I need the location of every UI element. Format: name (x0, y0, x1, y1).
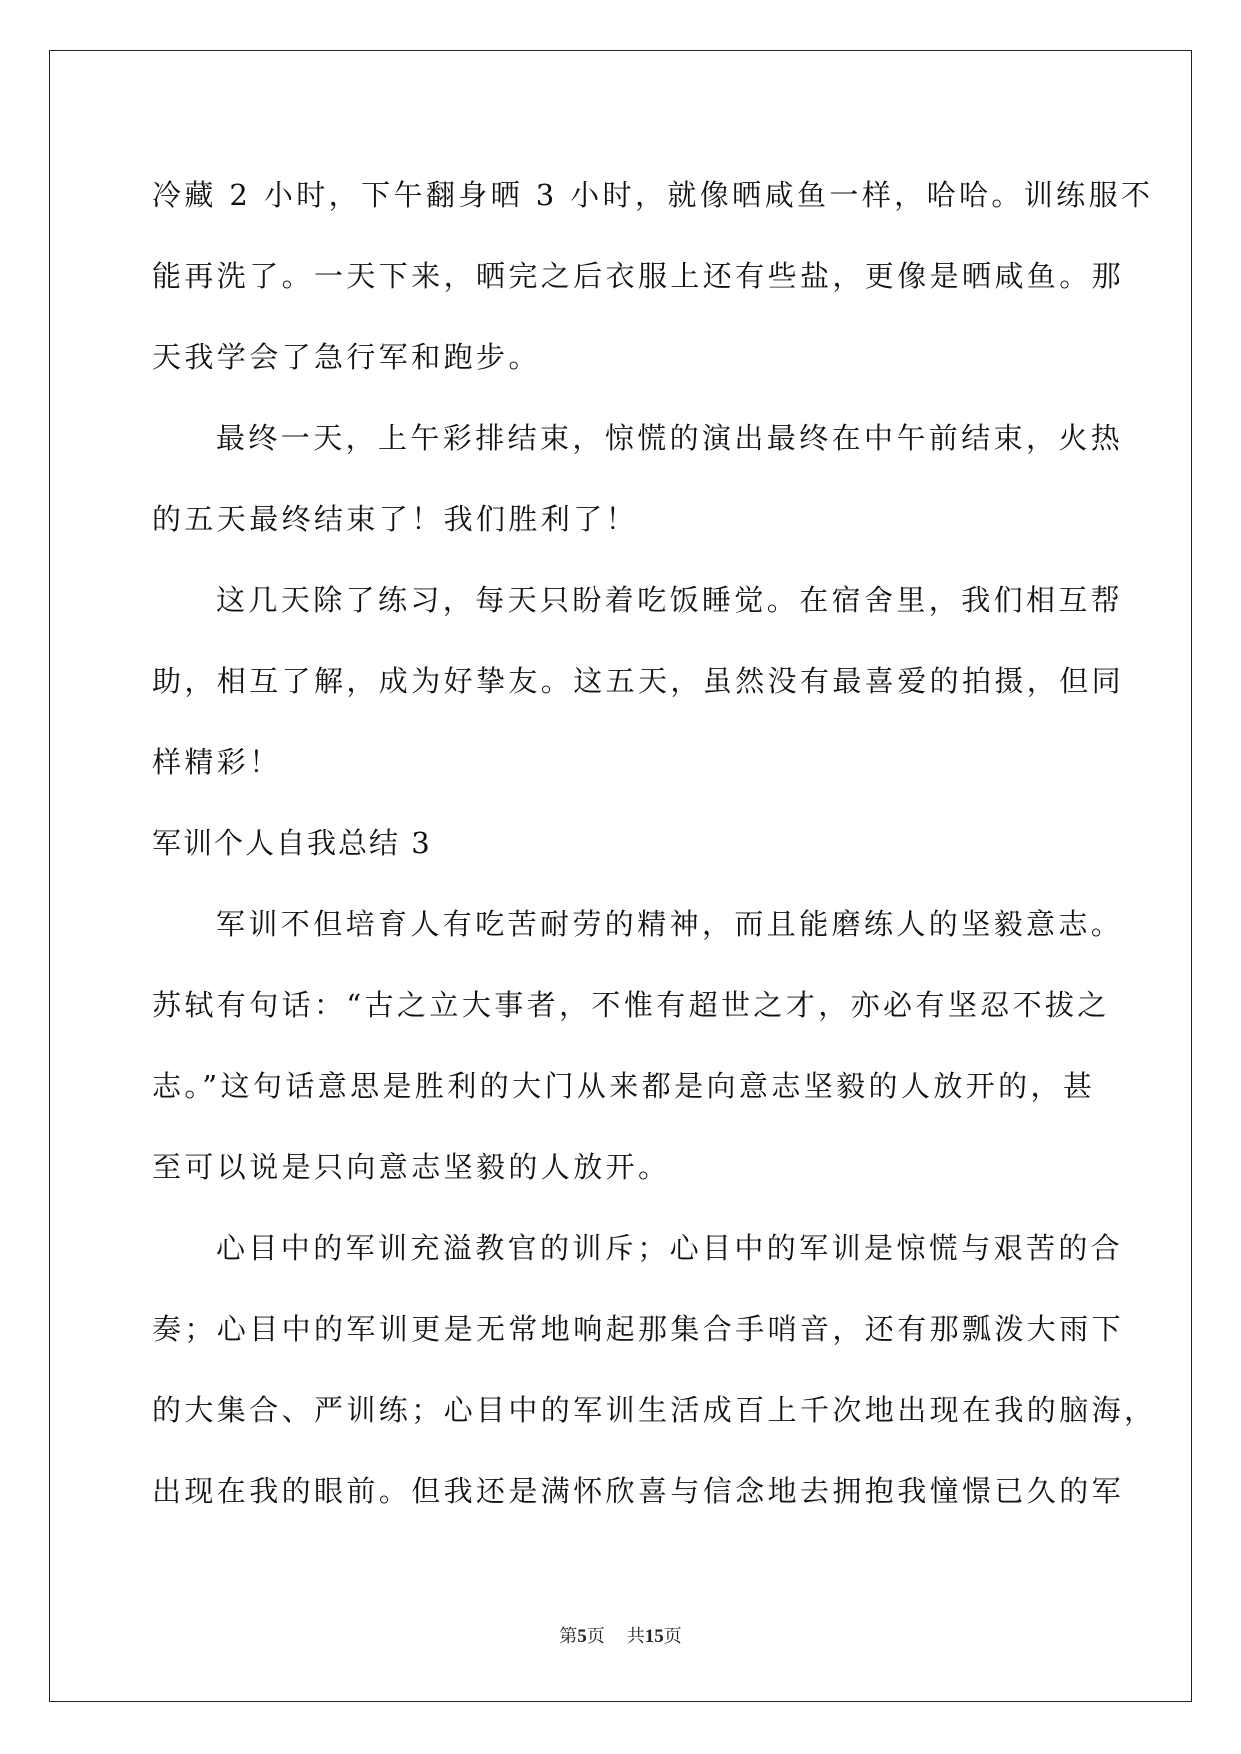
footer-total-prefix: 共 (626, 1626, 645, 1647)
paragraph-line: 天我学会了急行军和跑步。 (152, 340, 541, 374)
paragraph-line: 奏；心目中的军训更是无常地响起那集合手哨音，还有那瓢泼大雨下 (152, 1312, 1125, 1346)
paragraph-line: 至可以说是只向意志坚毅的人放开。 (152, 1150, 671, 1184)
paragraph-line: 冷藏 2 小时，下午翻身晒 3 小时，就像晒咸鱼一样，哈哈。训练服不 (152, 178, 1154, 212)
paragraph-line: 出现在我的眼前。但我还是满怀欣喜与信念地去拥抱我憧憬已久的军 (152, 1474, 1125, 1508)
document-body (152, 155, 1157, 1532)
paragraph-line: 能再洗了。一天下来，晒完之后衣服上还有些盐，更像是晒咸鱼。那 (152, 259, 1125, 293)
paragraph-line: 的大集合、严训练；心目中的军训生活成百上千次地出现在我的脑海， (152, 1393, 1157, 1427)
section-heading: 军训个人自我总结 3 (152, 826, 432, 860)
footer-page-word: 页 (586, 1626, 605, 1647)
footer-total-suffix: 页 (663, 1626, 682, 1647)
paragraph-line: 心目中的军训充溢教官的训斥；心目中的军训是惊慌与艰苦的合 (216, 1231, 1124, 1265)
paragraph-line: 志。”这句话意思是胜利的大门从来都是向意志坚毅的人放开的，甚 (152, 1069, 1096, 1103)
paragraph-line: 助，相互了解，成为好挚友。这五天，虽然没有最喜爱的拍摄，但同 (152, 664, 1125, 698)
paragraph-line: 这几天除了练习，每天只盼着吃饭睡觉。在宿舍里，我们相互帮 (216, 583, 1124, 617)
footer-prefix: 第 (559, 1626, 578, 1647)
page-footer (0, 1622, 1241, 1648)
footer-total-pages: 15 (644, 1626, 664, 1647)
footer-current-page: 5 (577, 1626, 587, 1647)
paragraph-line: 的五天最终结束了！我们胜利了！ (152, 502, 639, 536)
paragraph-line: 最终一天，上午彩排结束，惊慌的演出最终在中午前结束，火热 (216, 421, 1124, 455)
paragraph-line: 军训不但培育人有吃苦耐劳的精神，而且能磨练人的坚毅意志。 (216, 907, 1124, 941)
paragraph-line: 苏轼有句话：“古之立大事者，不惟有超世之才，亦必有坚忍不拔之 (152, 988, 1110, 1022)
paragraph-line: 样精彩！ (152, 745, 282, 779)
